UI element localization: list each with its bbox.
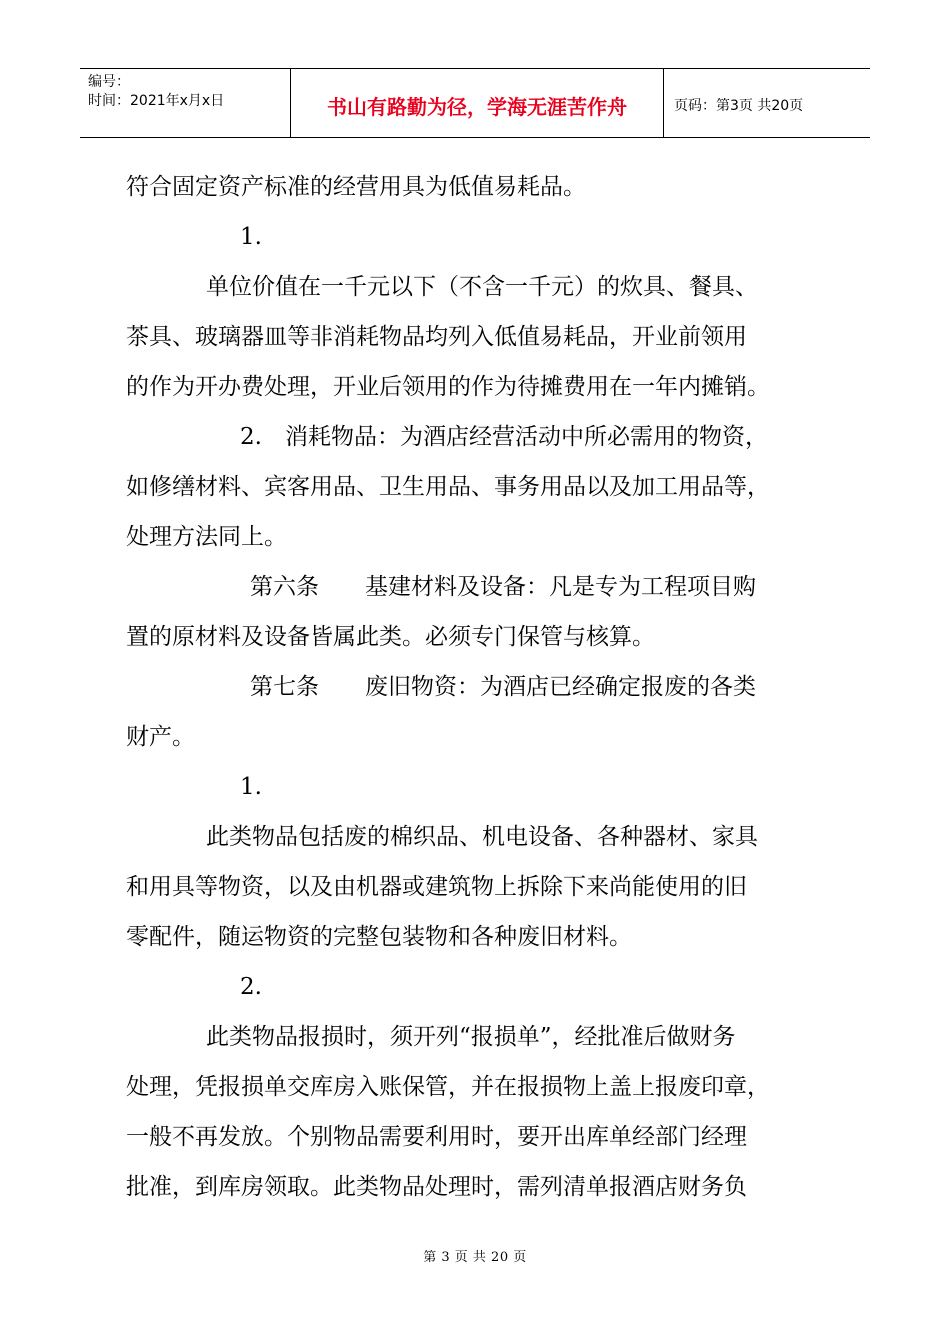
body-line: 一般不再发放。个别物品需要利用时，要开出库单经部门经理 [126, 1124, 747, 1150]
header-motto: 书山有路勤为径，学海无涯苦作舟 [291, 69, 664, 137]
body-line: 和用具等物资，以及由机器或建筑物上拆除下来尚能使用的旧 [126, 874, 747, 900]
body-line: 的作为开办费处理，开业后领用的作为待摊费用在一年内摊销。 [126, 374, 770, 400]
body-line: 批准，到库房领取。此类物品处理时，需列清单报酒店财务负 [126, 1174, 747, 1200]
header-meta [80, 69, 291, 137]
page-header [80, 68, 870, 138]
body-line: 2. 消耗物品：为酒店经营活动中所必需用的物资， [240, 424, 768, 450]
list-number: 1. [240, 774, 262, 800]
page-footer: 第 3 页 共 20 页 [423, 1250, 527, 1265]
body-line: 财产。 [126, 724, 195, 750]
body-line: 符合固定资产标准的经营用具为低值易耗品。 [126, 174, 586, 200]
body-line: 此类物品包括废的棉织品、机电设备、各种器材、家具 [206, 824, 758, 850]
header-page-number: 页码：第3页 共20页 [674, 98, 804, 114]
body-line: 处理方法同上。 [126, 524, 287, 550]
article-heading: 第六条 基建材料及设备：凡是专为工程项目购 [250, 574, 756, 600]
list-number: 2. [240, 974, 262, 1000]
body-line: 处理，凭报损单交库房入账保管，并在报损物上盖上报废印章， [126, 1074, 770, 1100]
document-number: 编号： [88, 74, 130, 90]
article-heading: 第七条 废旧物资：为酒店已经确定报废的各类 [250, 674, 756, 700]
document-date: 时间：2021年x月x日 [88, 93, 225, 109]
body-line: 茶具、玻璃器皿等非消耗物品均列入低值易耗品，开业前领用 [126, 324, 747, 350]
body-line: 置的原材料及设备皆属此类。必须专门保管与核算。 [126, 624, 655, 650]
body-line: 单位价值在一千元以下（不含一千元）的炊具、餐具、 [206, 274, 758, 300]
body-line: 如修缮材料、宾客用品、卫生用品、事务用品以及加工用品等， [126, 474, 770, 500]
body-line: 此类物品报损时，须开列“报损单”，经批准后做财务 [206, 1024, 736, 1050]
list-number: 1. [240, 224, 262, 250]
body-line: 零配件，随运物资的完整包装物和各种废旧材料。 [126, 924, 632, 950]
